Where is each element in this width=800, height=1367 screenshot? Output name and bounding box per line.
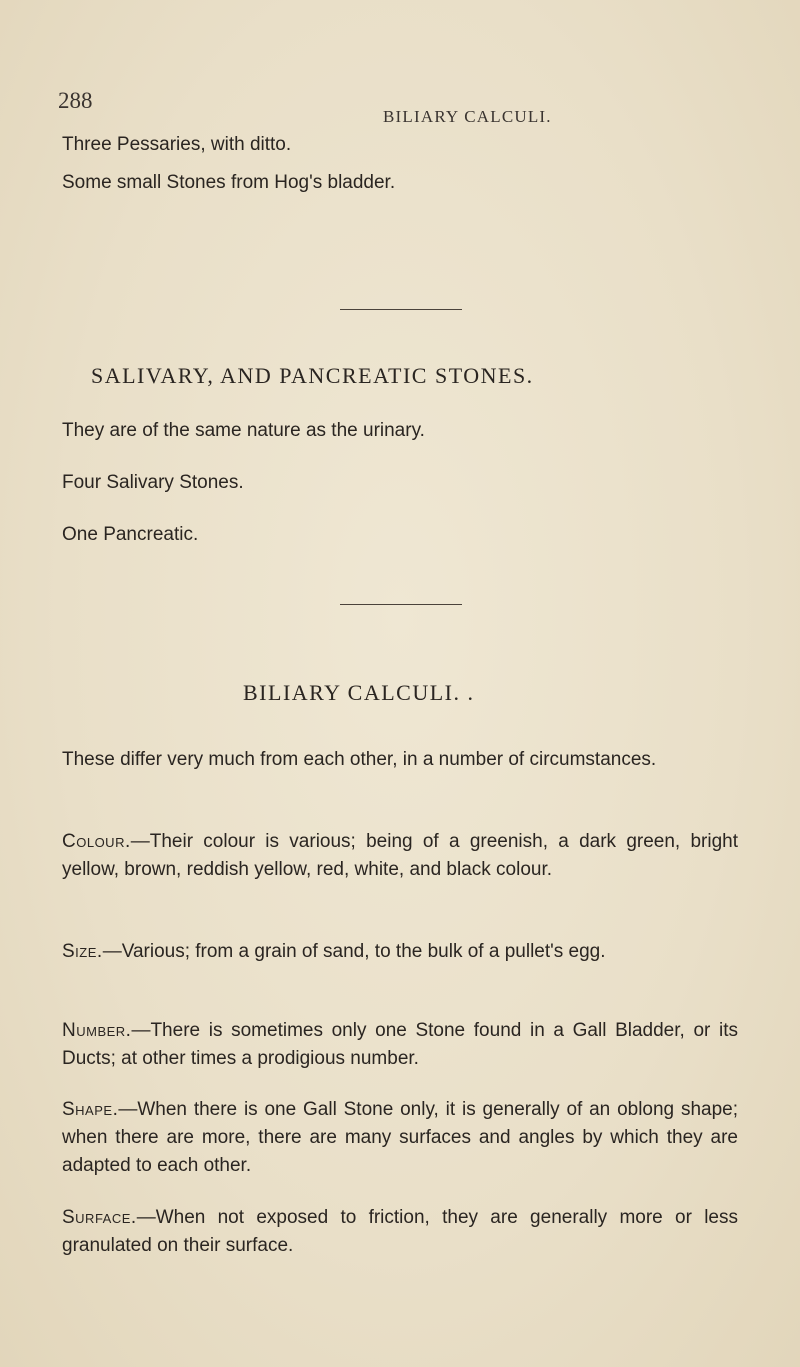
section-divider [340, 309, 462, 310]
paragraph-colour [62, 828, 738, 884]
paragraph-heading: Shape. [62, 1099, 119, 1120]
paragraph-size [62, 938, 738, 966]
section-title-biliary: BILIARY CALCULI. . [243, 680, 475, 705]
section-title-salivary: SALIVARY, AND PANCREATIC STONES. [91, 363, 534, 388]
section-divider [340, 604, 462, 605]
paragraph-heading: Colour. [62, 831, 131, 852]
paragraph-text: —There is sometimes only one Stone found in a Gall Bladder, or its Ducts; at other times a prodigious number. [62, 1020, 738, 1069]
paragraph-text: —Various; from a grain of sand, to the bulk of a pullet's egg. [102, 941, 606, 962]
paragraph-shape [62, 1096, 738, 1180]
catalog-entry: Some small Stones from Hog's bladder. [62, 172, 396, 193]
salivary-line: They are of the same nature as the urinary. [62, 420, 425, 441]
paragraph-heading: Number. [62, 1020, 132, 1041]
salivary-line: One Pancreatic. [62, 524, 199, 545]
paragraph-number [62, 1017, 738, 1073]
salivary-line: Four Salivary Stones. [62, 472, 244, 493]
paragraph-heading: Size. [62, 941, 103, 962]
page-number: 288 [58, 88, 93, 113]
paragraph-heading: Surface. [62, 1207, 137, 1228]
running-title: BILIARY CALCULI. [383, 107, 552, 126]
paragraph-text: —When not exposed to friction, they are generally more or less granulated on their surface. [62, 1207, 738, 1256]
intro-paragraph: These differ very much from each other, in a number of circumstances. [62, 749, 657, 770]
paragraph-text: —When there is one Gall Stone only, it is generally of an oblong shape; when there are more, there are many surfaces and angles by which they are adapted to each other. [62, 1099, 738, 1176]
paragraph-text: —Their colour is various; being of a greenish, a dark green, bright yellow, brown, reddish yellow, red, white, and black colour. [62, 831, 738, 880]
paragraph-surface [62, 1204, 738, 1260]
catalog-entry: Three Pessaries, with ditto. [62, 134, 292, 155]
